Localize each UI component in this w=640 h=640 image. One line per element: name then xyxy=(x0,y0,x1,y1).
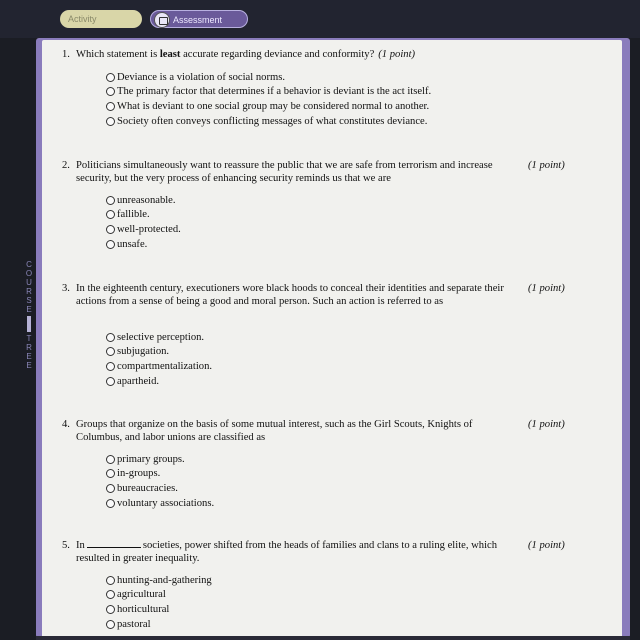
course-letter: U xyxy=(26,278,32,287)
tab-assessment-label: Assessment xyxy=(173,15,223,25)
tree-letter: T xyxy=(26,334,32,343)
radio-button[interactable] xyxy=(106,620,115,629)
radio-button[interactable] xyxy=(106,117,115,126)
question-number: 4. xyxy=(62,419,70,430)
answer-label: compartmentalization. xyxy=(117,360,213,372)
answer-label: subjugation. xyxy=(117,346,170,358)
radio-button[interactable] xyxy=(106,210,115,219)
radio-button[interactable] xyxy=(106,73,115,82)
radio-button[interactable] xyxy=(106,87,115,96)
radio-button[interactable] xyxy=(106,333,115,342)
tab-activity-label: Activity xyxy=(68,14,97,24)
radio-button[interactable] xyxy=(106,469,115,478)
answer-label: primary groups. xyxy=(117,453,185,465)
top-bar xyxy=(0,0,640,38)
tab-assessment[interactable] xyxy=(150,10,248,28)
question-text: Politicians simultaneously want to reassure the public that we are safe from terrorism and increase security, but the very process of enhancing security reminds us that we are xyxy=(76,160,493,184)
assessment-frame xyxy=(36,38,630,638)
answer-option[interactable] xyxy=(106,70,431,85)
frame-bottom-edge xyxy=(36,636,630,640)
question-panel xyxy=(42,40,622,638)
radio-button[interactable] xyxy=(106,377,115,386)
answer-label: fallible. xyxy=(117,209,150,221)
radio-button[interactable] xyxy=(106,455,115,464)
radio-button[interactable] xyxy=(106,225,115,234)
radio-button[interactable] xyxy=(106,347,115,356)
course-letter: C xyxy=(26,260,32,269)
question-points: (1 point) xyxy=(378,49,416,60)
radio-button[interactable] xyxy=(106,576,115,585)
answer-options xyxy=(106,193,181,251)
assessment-icon xyxy=(154,12,170,28)
answer-label: Deviance is a violation of social norms. xyxy=(117,71,285,83)
answer-option[interactable] xyxy=(106,496,214,511)
answer-label: The primary factor that determines if a behavior is deviant is the act itself. xyxy=(117,86,432,98)
answer-label: pastoral xyxy=(117,618,151,630)
answer-option[interactable] xyxy=(106,467,214,482)
answer-option[interactable] xyxy=(106,193,181,208)
question-number: 1. xyxy=(62,49,70,60)
answer-label: horticultural xyxy=(117,603,170,615)
question-points: (1 point) xyxy=(528,283,565,294)
radio-button[interactable] xyxy=(106,590,115,599)
sidebar-divider xyxy=(27,316,31,332)
course-letter: R xyxy=(26,287,32,296)
answer-option[interactable] xyxy=(106,359,212,374)
answer-label: apartheid. xyxy=(117,375,160,387)
question-text-part: Which statement is xyxy=(76,49,160,60)
fill-in-blank xyxy=(87,539,141,548)
question-number: 3. xyxy=(62,283,70,294)
answer-label: What is deviant to one social group may be considered normal to another. xyxy=(117,100,430,112)
answer-option[interactable] xyxy=(106,330,212,345)
question-text xyxy=(76,48,546,61)
answer-option[interactable] xyxy=(106,99,431,114)
course-letter: S xyxy=(26,296,32,305)
answer-option[interactable] xyxy=(106,602,212,617)
answer-option[interactable] xyxy=(106,237,181,252)
tree-letter: E xyxy=(26,361,32,370)
answer-option[interactable] xyxy=(106,452,214,467)
answer-label: Society often conveys conflicting messages of what constitutes deviance. xyxy=(117,115,428,127)
tree-letter: R xyxy=(26,343,32,352)
radio-button[interactable] xyxy=(106,102,115,111)
question-points: (1 point) xyxy=(528,160,565,171)
radio-button[interactable] xyxy=(106,484,115,493)
answer-option[interactable] xyxy=(106,345,212,360)
answer-option[interactable] xyxy=(106,573,212,588)
question-number: 5. xyxy=(62,540,70,551)
course-tree-sidebar[interactable] xyxy=(22,260,36,370)
answer-label: unreasonable. xyxy=(117,194,176,206)
answer-option[interactable] xyxy=(106,374,212,389)
course-letter: O xyxy=(25,269,33,278)
answer-label: well-protected. xyxy=(117,223,181,235)
question-text-emphasis: least xyxy=(159,49,181,60)
answer-option[interactable] xyxy=(106,222,181,237)
tab-activity[interactable] xyxy=(60,10,142,28)
radio-button[interactable] xyxy=(106,196,115,205)
answer-option[interactable] xyxy=(106,85,431,100)
question-number: 2. xyxy=(62,160,70,171)
answer-label: in-groups. xyxy=(117,468,161,480)
question-text: In the eighteenth century, executioners wore black hoods to conceal their identities and separate their actions from a sense of being a good and moral person. Such an action is referred to as xyxy=(76,283,504,307)
radio-button[interactable] xyxy=(106,499,115,508)
answer-options xyxy=(106,573,212,631)
answer-label: selective perception. xyxy=(117,331,205,343)
answer-option[interactable] xyxy=(106,588,212,603)
answer-option[interactable] xyxy=(106,617,212,632)
answer-options xyxy=(106,70,431,128)
question-text xyxy=(76,539,504,565)
question-text-part: In xyxy=(76,540,85,551)
question-points: (1 point) xyxy=(528,419,565,430)
answer-label: hunting-and-gathering xyxy=(117,574,212,586)
answer-option[interactable] xyxy=(106,114,431,129)
tree-letter: E xyxy=(26,352,32,361)
answer-label: voluntary associations. xyxy=(117,497,215,509)
answer-label: unsafe. xyxy=(117,238,148,250)
radio-button[interactable] xyxy=(106,240,115,249)
radio-button[interactable] xyxy=(106,362,115,371)
answer-option[interactable] xyxy=(106,481,214,496)
question-text: Groups that organize on the basis of some mutual interest, such as the Girl Scouts, Knights of Columbus, and labor unions are classified as xyxy=(76,419,473,443)
course-letter: E xyxy=(26,305,32,314)
answer-options xyxy=(106,452,214,510)
answer-label: agricultural xyxy=(117,589,166,601)
answer-option[interactable] xyxy=(106,208,181,223)
radio-button[interactable] xyxy=(106,605,115,614)
answer-options xyxy=(106,330,212,388)
question-text-part: accurate regarding deviance and conformity? xyxy=(180,49,375,60)
question-text-part: societies, power shifted from the heads of families and clans to a ruling elite, which resulted in greater inequality. xyxy=(76,540,498,564)
answer-label: bureaucracies. xyxy=(117,482,178,494)
question-points: (1 point) xyxy=(528,540,565,551)
